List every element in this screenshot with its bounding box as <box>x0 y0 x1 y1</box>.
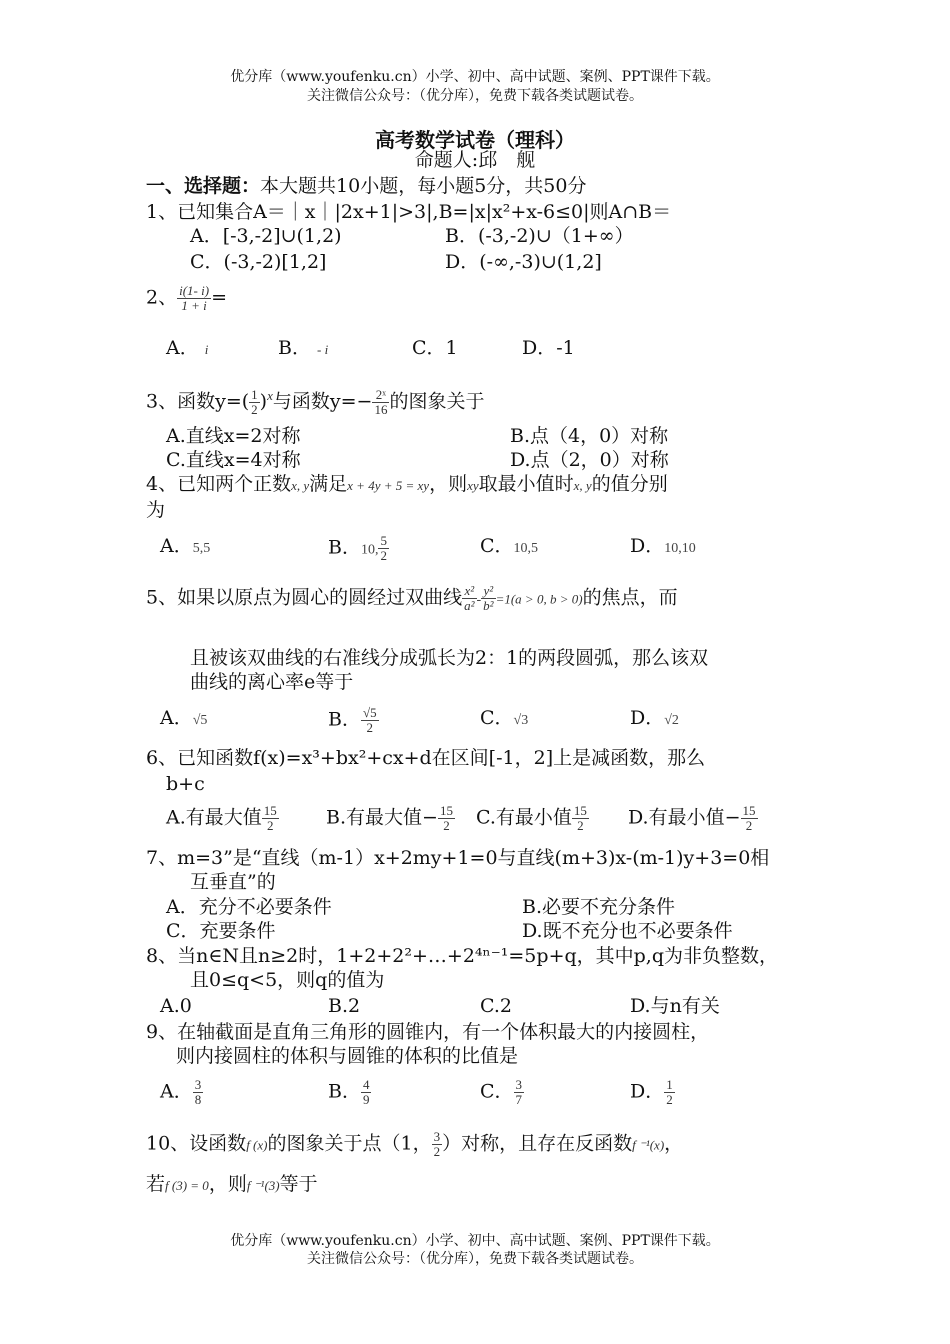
q3-option-d: D.点（2，0）对称 <box>510 449 669 471</box>
q2-suffix: = <box>211 286 227 309</box>
q9-line1: 9、在轴截面是直角三角形的圆锥内，有一个体积最大的内接圆柱， <box>146 1021 710 1043</box>
q6-d-num: 15 <box>742 803 756 818</box>
q8-option-c: C.2 <box>480 995 512 1017</box>
q8-option-a: A.0 <box>160 995 192 1017</box>
q2-b-val: - i <box>317 342 329 357</box>
q6-a-num: 15 <box>263 803 277 818</box>
q5-option-a <box>160 706 207 733</box>
q3-frac-g <box>372 388 389 417</box>
q6-option-d <box>628 804 758 833</box>
q9-b-label: B． <box>328 1080 361 1103</box>
q6-c-num: 15 <box>573 803 587 818</box>
q8-option-d: D.与n有关 <box>630 995 720 1017</box>
q2-option-b <box>278 336 328 362</box>
q7-option-b: B.必要不充分条件 <box>522 896 676 918</box>
q3-f-num: 1 <box>251 386 258 402</box>
q5-b-den: 2 <box>366 720 374 735</box>
q5-stem <box>146 584 678 613</box>
page-title: 高考数学试卷（理科） <box>375 128 575 152</box>
q1-option-d: D．(-∞,-3)∪(1,2] <box>445 251 602 273</box>
q7-option-c: C．充要条件 <box>166 920 276 942</box>
q5-frac-y <box>481 584 495 613</box>
q4-option-a <box>160 534 210 561</box>
q5-c-val: √3 <box>513 713 529 728</box>
q9-a-den: 8 <box>194 1092 202 1107</box>
q3-mid: 与函数y=− <box>272 390 373 413</box>
q5-a-label: A． <box>160 707 193 729</box>
footer-line-2: 关注微信公众号：（优分库），免费下载各类试题试卷。 <box>307 1251 643 1267</box>
q5-d-label: D． <box>630 707 665 729</box>
q6-c-frac <box>572 804 589 833</box>
q2-stem <box>146 284 227 313</box>
q4-p1: 4、已知两个正数 <box>146 473 292 495</box>
q5-b-frac <box>361 706 379 735</box>
q5-line3: 曲线的离心率e等于 <box>190 671 354 693</box>
q4-line2: 为 <box>146 499 166 521</box>
q2-num: i(1- i) <box>179 283 210 298</box>
q10-frac <box>432 1130 443 1159</box>
q3-option-c: C.直线x=4对称 <box>166 449 301 471</box>
footer-line-1: 优分库（www.youfenku.cn）小学、初中、高中试题、案例、PPT课件下载。 <box>230 1233 720 1249</box>
q9-b-num: 4 <box>362 1077 370 1092</box>
section-heading <box>146 174 586 198</box>
q10-l2b: ，则 <box>208 1173 247 1195</box>
q3-paren: ) <box>259 390 268 413</box>
q9-option-d <box>630 1078 675 1107</box>
q4-p5: 的值分别 <box>591 473 668 495</box>
q6-d-frac <box>741 804 758 833</box>
header-line-1: 优分库（www.youfenku.cn）小学、初中、高中试题、案例、PPT课件下载。 <box>230 69 720 85</box>
q3-option-a: A.直线x=2对称 <box>166 425 301 447</box>
q5-option-c <box>480 706 528 733</box>
q6-b-den: 2 <box>443 818 450 833</box>
q1-option-a: A．[-3,-2]∪(1,2) <box>190 225 342 247</box>
header-line-2: 关注微信公众号：（优分库），免费下载各类试题试卷。 <box>307 88 643 104</box>
q2-b-label: B． <box>278 337 311 359</box>
q1-option-c: C．(-3,-2)[1,2] <box>190 251 327 273</box>
q10-den: 2 <box>433 1144 441 1159</box>
q9-line2: 则内接圆柱的体积与圆锥的体积的比值是 <box>176 1045 519 1067</box>
q6-option-c <box>476 804 589 833</box>
q10-line1 <box>146 1130 683 1159</box>
q10-finv3: f ⁻¹(3) <box>246 1178 280 1193</box>
q9-d-frac <box>664 1078 675 1107</box>
q4-p2: 满足 <box>309 473 348 495</box>
q4-xy: x, y <box>291 478 310 493</box>
q9-c-frac <box>514 1078 525 1107</box>
q6-c-den: 2 <box>577 818 584 833</box>
q2-den: 1 + i <box>181 298 207 313</box>
q9-d-den: 2 <box>666 1092 673 1107</box>
q4-d-label: D． <box>630 535 665 557</box>
q7-option-a: A．充分不必要条件 <box>166 896 332 918</box>
q2-prefix: 2、 <box>146 286 178 309</box>
q8-line1: 8、当n∈N且n≥2时，1+2+2²+…+2⁴ⁿ⁻¹=5p+q，其中p,q为非负整数， <box>146 945 779 967</box>
q6-a-den: 2 <box>267 818 274 833</box>
q4-b-den: 2 <box>380 548 387 563</box>
q5-option-d <box>630 706 679 733</box>
q5-p2: 的焦点，而 <box>582 586 678 609</box>
q4-xy2: xy <box>467 478 479 493</box>
q4-b-label: B． <box>328 536 361 559</box>
q6-d-text: D.有最小值− <box>628 806 741 829</box>
q10-p1: 10、设函数 <box>146 1132 247 1155</box>
q5-n1: x² <box>462 584 476 599</box>
q5-line2: 且被该双曲线的右准线分成弧长为2：1的两段圆弧，那么该双 <box>190 647 709 669</box>
author: 命题人:邱 舰 <box>414 149 536 171</box>
q10-l2a: 若 <box>146 1173 166 1195</box>
q6-b-num: 15 <box>439 803 453 818</box>
q6-b-text: B.有最大值− <box>326 806 438 829</box>
q2-option-c: C．1 <box>412 337 458 359</box>
q5-p1: 5、如果以原点为圆心的圆经过双曲线 <box>146 586 463 609</box>
q9-c-den: 7 <box>515 1092 523 1107</box>
q3-stem <box>146 384 484 417</box>
q5-b-num: √5 <box>362 705 377 720</box>
section-label: 一、选择题： <box>146 175 261 197</box>
q9-option-c <box>480 1078 524 1107</box>
q6-c-text: C.有最小值 <box>476 806 572 829</box>
q2-option-a <box>166 336 208 362</box>
q10-l2c: 等于 <box>279 1173 318 1195</box>
q6-d-den: 2 <box>745 818 753 833</box>
q10-num: 3 <box>433 1129 441 1144</box>
q9-option-a <box>160 1078 203 1107</box>
q5-frac-x <box>462 584 476 613</box>
q1-stem: 1、已知集合A＝｜x｜|2x+1|>3|,B=|x|x²+x-6≤0|则A∩B＝ <box>146 201 672 223</box>
q9-c-num: 3 <box>515 1077 523 1092</box>
q4-option-b <box>328 534 389 563</box>
q9-option-b <box>328 1078 371 1107</box>
q2-fraction <box>177 284 211 313</box>
q4-option-c <box>480 534 538 561</box>
q4-d-val: 10,10 <box>664 541 696 556</box>
q5-d1: a² <box>464 598 475 613</box>
q4-p4: 取最小值时 <box>478 473 574 495</box>
q8-option-b: B.2 <box>328 995 361 1017</box>
q5-minus: - <box>476 592 482 608</box>
q5-n2: y² <box>481 584 495 599</box>
q6-a-frac <box>262 804 279 833</box>
q6-a-text: A.有最大值 <box>166 806 262 829</box>
q4-p3: ，则 <box>429 473 468 495</box>
q4-xy3: x, y <box>573 478 592 493</box>
q10-fx: f (x) <box>246 1137 268 1153</box>
q3-g-den: 16 <box>374 401 388 417</box>
q7-line2: 互垂直”的 <box>190 871 276 893</box>
q9-c-label: C． <box>480 1080 514 1103</box>
q4-a-val: 5,5 <box>192 541 211 556</box>
q3-suffix: 的图象关于 <box>389 390 485 413</box>
q4-b-frac <box>378 534 389 563</box>
q4-stem <box>146 472 668 498</box>
q10-p3: ）对称，且存在反函数 <box>442 1132 633 1155</box>
q5-d-val: √2 <box>664 713 679 728</box>
q10-p4: ， <box>664 1132 684 1155</box>
q3-exp: x <box>267 388 273 403</box>
q2-a-label: A． <box>166 337 199 359</box>
q6-option-b <box>326 804 455 833</box>
q10-line2 <box>146 1172 318 1198</box>
q3-f-den: 2 <box>251 401 258 417</box>
q4-b-num: 5 <box>380 533 387 548</box>
q7-line1: 7、m=3”是“直线（m-1）x+2my+1=0与直线(m+3)x-(m-1)y+3=0相 <box>146 847 770 869</box>
q9-b-den: 9 <box>362 1092 370 1107</box>
q10-finv: f ⁻¹(x) <box>632 1137 665 1153</box>
q5-cond: =1(a > 0, b > 0) <box>495 591 583 607</box>
q6-option-a <box>166 804 279 833</box>
q4-c-label: C． <box>480 535 514 557</box>
q4-eq: x + 4y + 5 = xy <box>347 478 430 493</box>
q10-cond: f (3) = 0 <box>165 1178 209 1193</box>
q9-b-frac <box>361 1078 372 1107</box>
q8-line2: 且0≤q<5，则q的值为 <box>190 969 385 991</box>
q3-frac-half <box>249 388 260 417</box>
q6-line2: b+c <box>166 773 205 795</box>
q7-option-d: D.既不充分也不必要条件 <box>522 920 733 942</box>
q5-d2: b² <box>483 598 494 613</box>
q5-a-val: √5 <box>192 713 208 728</box>
q5-c-label: C． <box>480 707 514 729</box>
q3-prefix: 3、函数y=( <box>146 390 250 413</box>
q1-option-b: B．(-3,-2)∪（1+∞） <box>445 225 634 247</box>
q9-d-num: 1 <box>666 1077 673 1092</box>
q10-p2: 的图象关于点（1， <box>267 1132 432 1155</box>
q5-option-b <box>328 706 379 735</box>
q5-b-label: B． <box>328 708 361 731</box>
q4-a-label: A． <box>160 535 193 557</box>
q9-d-label: D． <box>630 1080 665 1103</box>
q9-a-num: 3 <box>194 1077 202 1092</box>
q2-option-d: D．-1 <box>522 337 575 359</box>
q3-g-num: 2ˣ <box>372 388 389 403</box>
q9-a-frac <box>193 1078 204 1107</box>
q6-line1: 6、已知函数f(x)=x³+bx²+cx+d在区间[-1，2]上是减函数，那么 <box>146 747 706 769</box>
q9-a-label: A． <box>160 1080 193 1103</box>
q6-b-frac <box>438 804 455 833</box>
q3-option-b: B.点（4，0）对称 <box>510 425 669 447</box>
q4-c-val: 10,5 <box>513 541 539 556</box>
q4-b-pre: 10, <box>360 542 379 558</box>
section-desc: 本大题共10小题，每小题5分，共50分 <box>260 175 587 197</box>
q2-a-val: i <box>204 342 209 357</box>
q4-option-d <box>630 534 696 561</box>
